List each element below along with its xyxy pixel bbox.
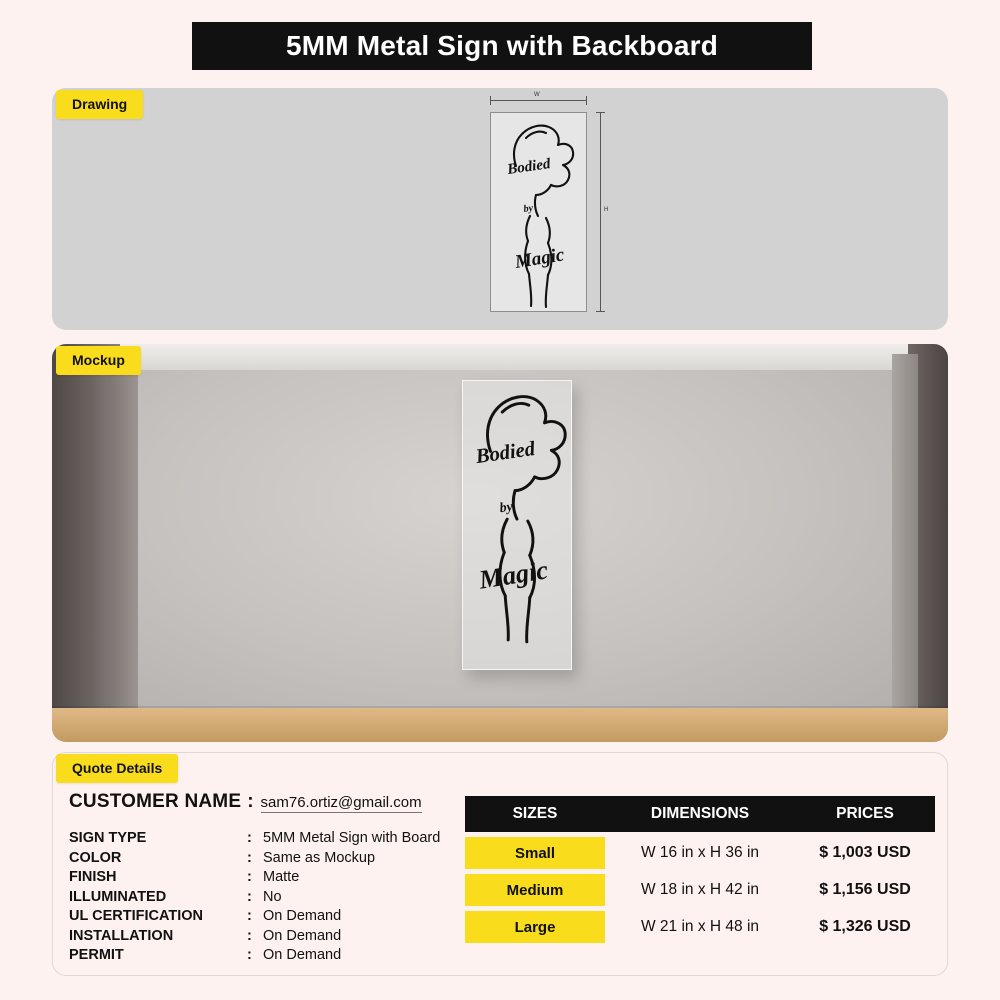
section-label-mockup: Mockup [56,346,141,375]
spec-value: No [263,888,282,905]
specifications-table [69,829,440,966]
page-title: 5MM Metal Sign with Backboard [285,30,719,61]
height-label: H [604,207,609,213]
mockup-sign-backboard [462,380,572,670]
spec-colon: : [247,830,252,846]
table-row [69,888,440,908]
page-title-bar [192,22,812,70]
mockup-floor [52,708,948,742]
mockup-right-column [892,354,918,726]
mockup-word-bottom: Magic [476,554,550,595]
mockup-panel [52,344,948,742]
customer-name-label: CUSTOMER NAME [69,791,242,812]
price-size-medium: Medium [465,874,605,906]
price-dimensions-large: W 21 in x H 48 in [640,918,760,935]
price-value-small: $ 1,003 USD [819,844,911,861]
spec-key: COLOR [69,849,122,866]
price-size-small: Small [465,837,605,869]
spec-key: INSTALLATION [69,927,174,944]
spec-colon: : [247,888,252,905]
table-row [465,911,935,943]
pricing-header-row [465,796,935,832]
spec-colon: : [247,849,252,866]
price-value-large: $ 1,326 USD [819,918,911,935]
spec-key: SIGN TYPE [69,830,147,846]
spec-colon: : [247,947,252,963]
table-row [69,849,440,869]
table-row [465,837,935,869]
price-dimensions-small: W 16 in x H 36 in [640,844,760,861]
pricing-header-sizes: SIZES [465,796,605,832]
pricing-table [465,791,935,948]
table-row [69,946,440,966]
artwork-word-bottom: Magic [513,244,566,273]
mockup-left-column [108,358,138,724]
spec-value: On Demand [263,947,342,963]
mockup-word-mid: by [498,498,514,516]
spec-colon: : [247,927,252,944]
spec-value: On Demand [263,908,342,924]
table-row [69,829,440,849]
spec-key: UL CERTIFICATION [69,908,203,924]
customer-name-colon: : [247,791,254,812]
artwork-word-top: Bodied [506,156,552,178]
table-row [69,927,440,947]
pricing-header-prices: PRICES [795,796,935,832]
width-label: W [534,92,540,98]
spec-value: Same as Mockup [263,849,376,866]
table-row [69,868,440,888]
mockup-artwork [463,381,571,669]
spec-colon: : [247,908,252,924]
pricing-header-dimensions: DIMENSIONS [605,796,795,832]
spec-value: Matte [263,869,300,885]
mockup-word-top: Bodied [474,438,537,469]
section-label-drawing: Drawing [56,90,143,119]
mockup-ceiling [52,344,948,370]
customer-name-value: sam76.ortiz@gmail.com [260,794,422,811]
technical-drawing [438,92,618,328]
table-row [69,907,440,927]
spec-value: On Demand [263,927,342,944]
price-dimensions-medium: W 18 in x H 42 in [640,881,760,898]
spec-colon: : [247,869,252,885]
customer-name-row [69,791,422,813]
section-label-quote: Quote Details [56,754,178,783]
artwork-word-mid: by [522,202,534,215]
drawing-panel [52,88,948,330]
price-size-large: Large [465,911,605,943]
spec-key: PERMIT [69,947,124,963]
drawing-artwork [438,92,618,328]
quote-details-panel [52,752,948,976]
spec-value: 5MM Metal Sign with Board [263,830,441,846]
table-row [465,874,935,906]
spec-key: ILLUMINATED [69,888,167,905]
price-value-medium: $ 1,156 USD [819,881,911,898]
spec-key: FINISH [69,869,117,885]
